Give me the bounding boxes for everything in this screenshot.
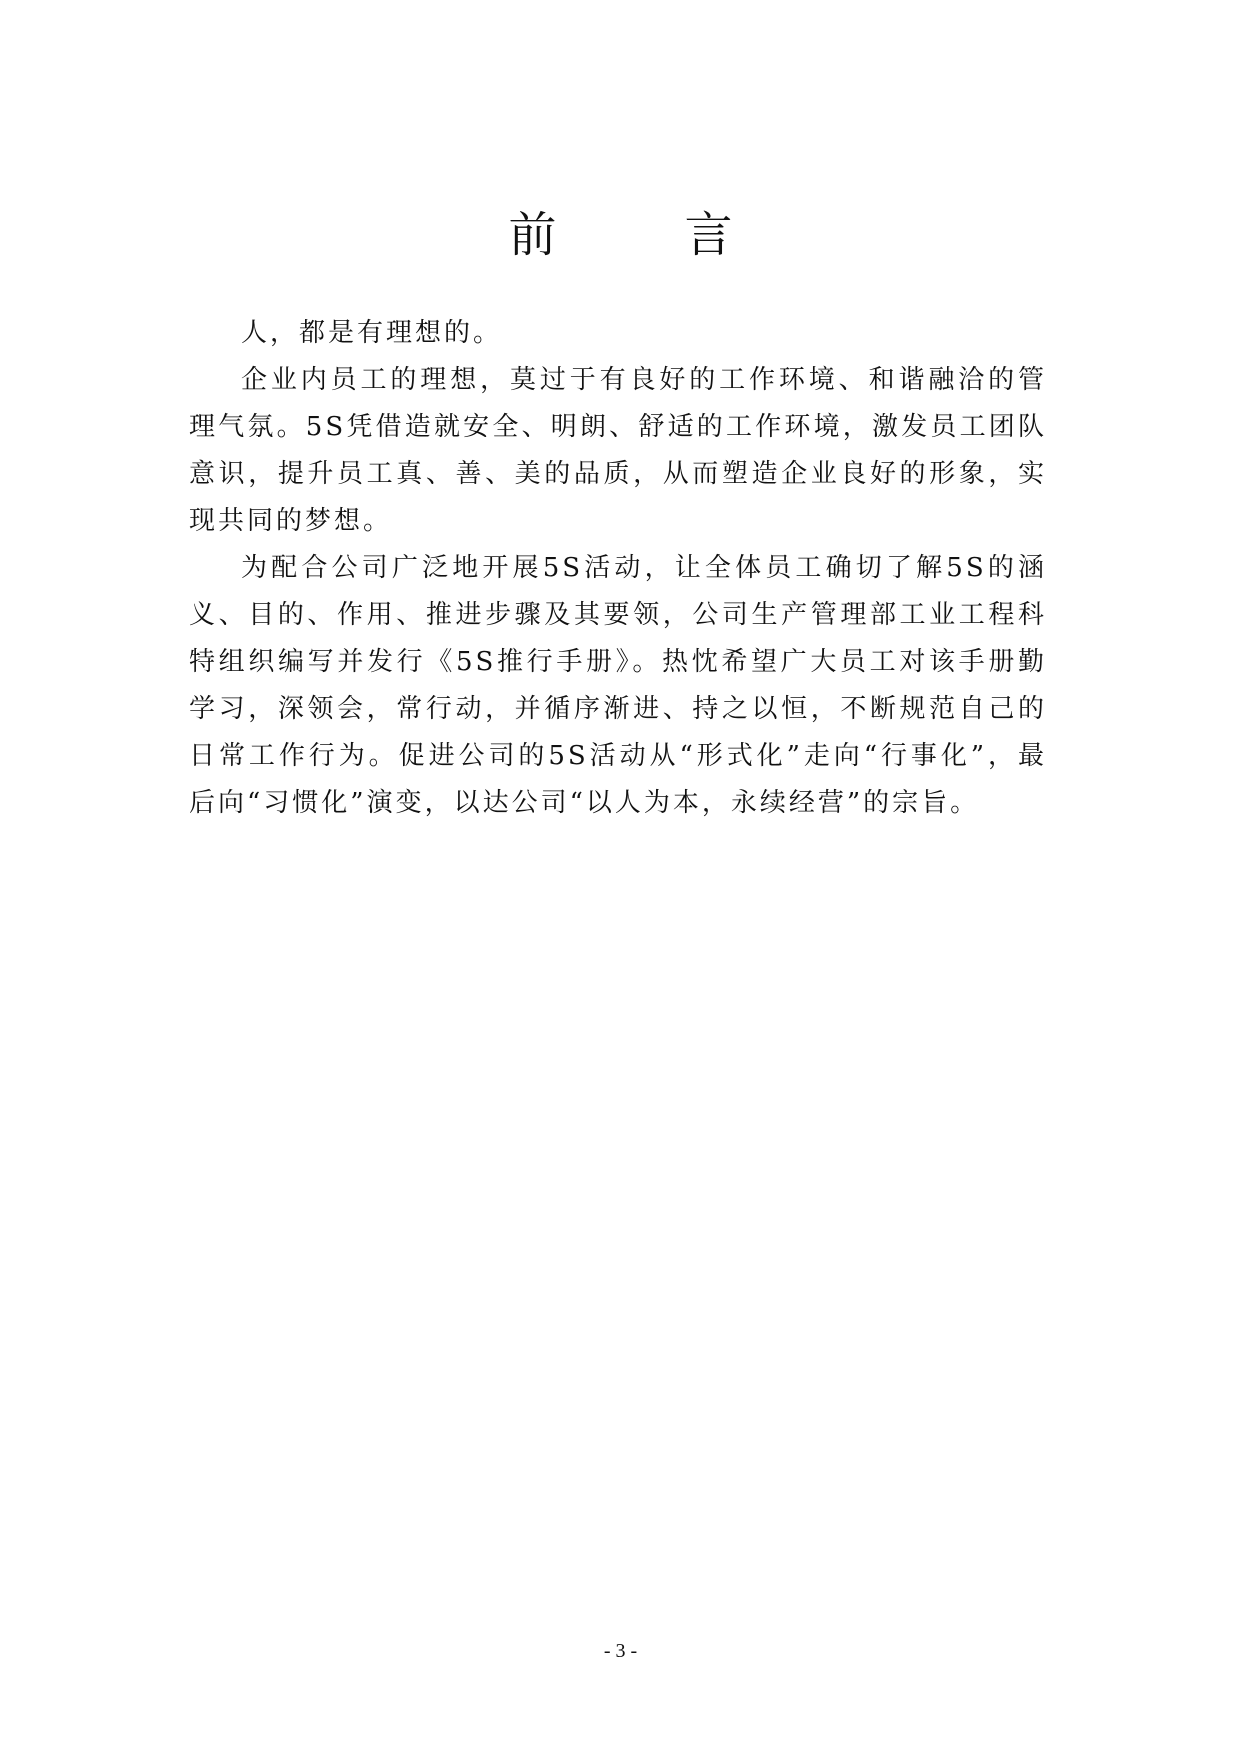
preface-body <box>189 310 1047 827</box>
page-title: 前 言 <box>508 207 773 263</box>
paragraph: 为配合公司广泛地开展5S活动，让全体员工确切了解5S的涵义、目的、作用、推进步骤及其要领，公司生产管理部工业工程科特组织编写并发行《5S推行手册》。热忱希望广大员工对该手册勤学习，深领会，常行动，并循序渐进、持之以恒，不断规范自己的日常工作行为。促进公司的5S活动从“形式化”走向“行事化”，最后向“习惯化”演变，以达公司“以人为本，永续经营”的宗旨。 <box>189 553 1047 818</box>
paragraph: 人，都是有理想的。 <box>241 318 503 348</box>
page-number: - 3 - <box>603 1640 638 1662</box>
paragraph: 企业内员工的理想，莫过于有良好的工作环境、和谐融洽的管理气氛。5S凭借造就安全、明朗、舒适的工作环境，激发员工团队意识，提升员工真、善、美的品质，从而塑造企业良好的形象，实现共同的梦想。 <box>189 365 1047 536</box>
